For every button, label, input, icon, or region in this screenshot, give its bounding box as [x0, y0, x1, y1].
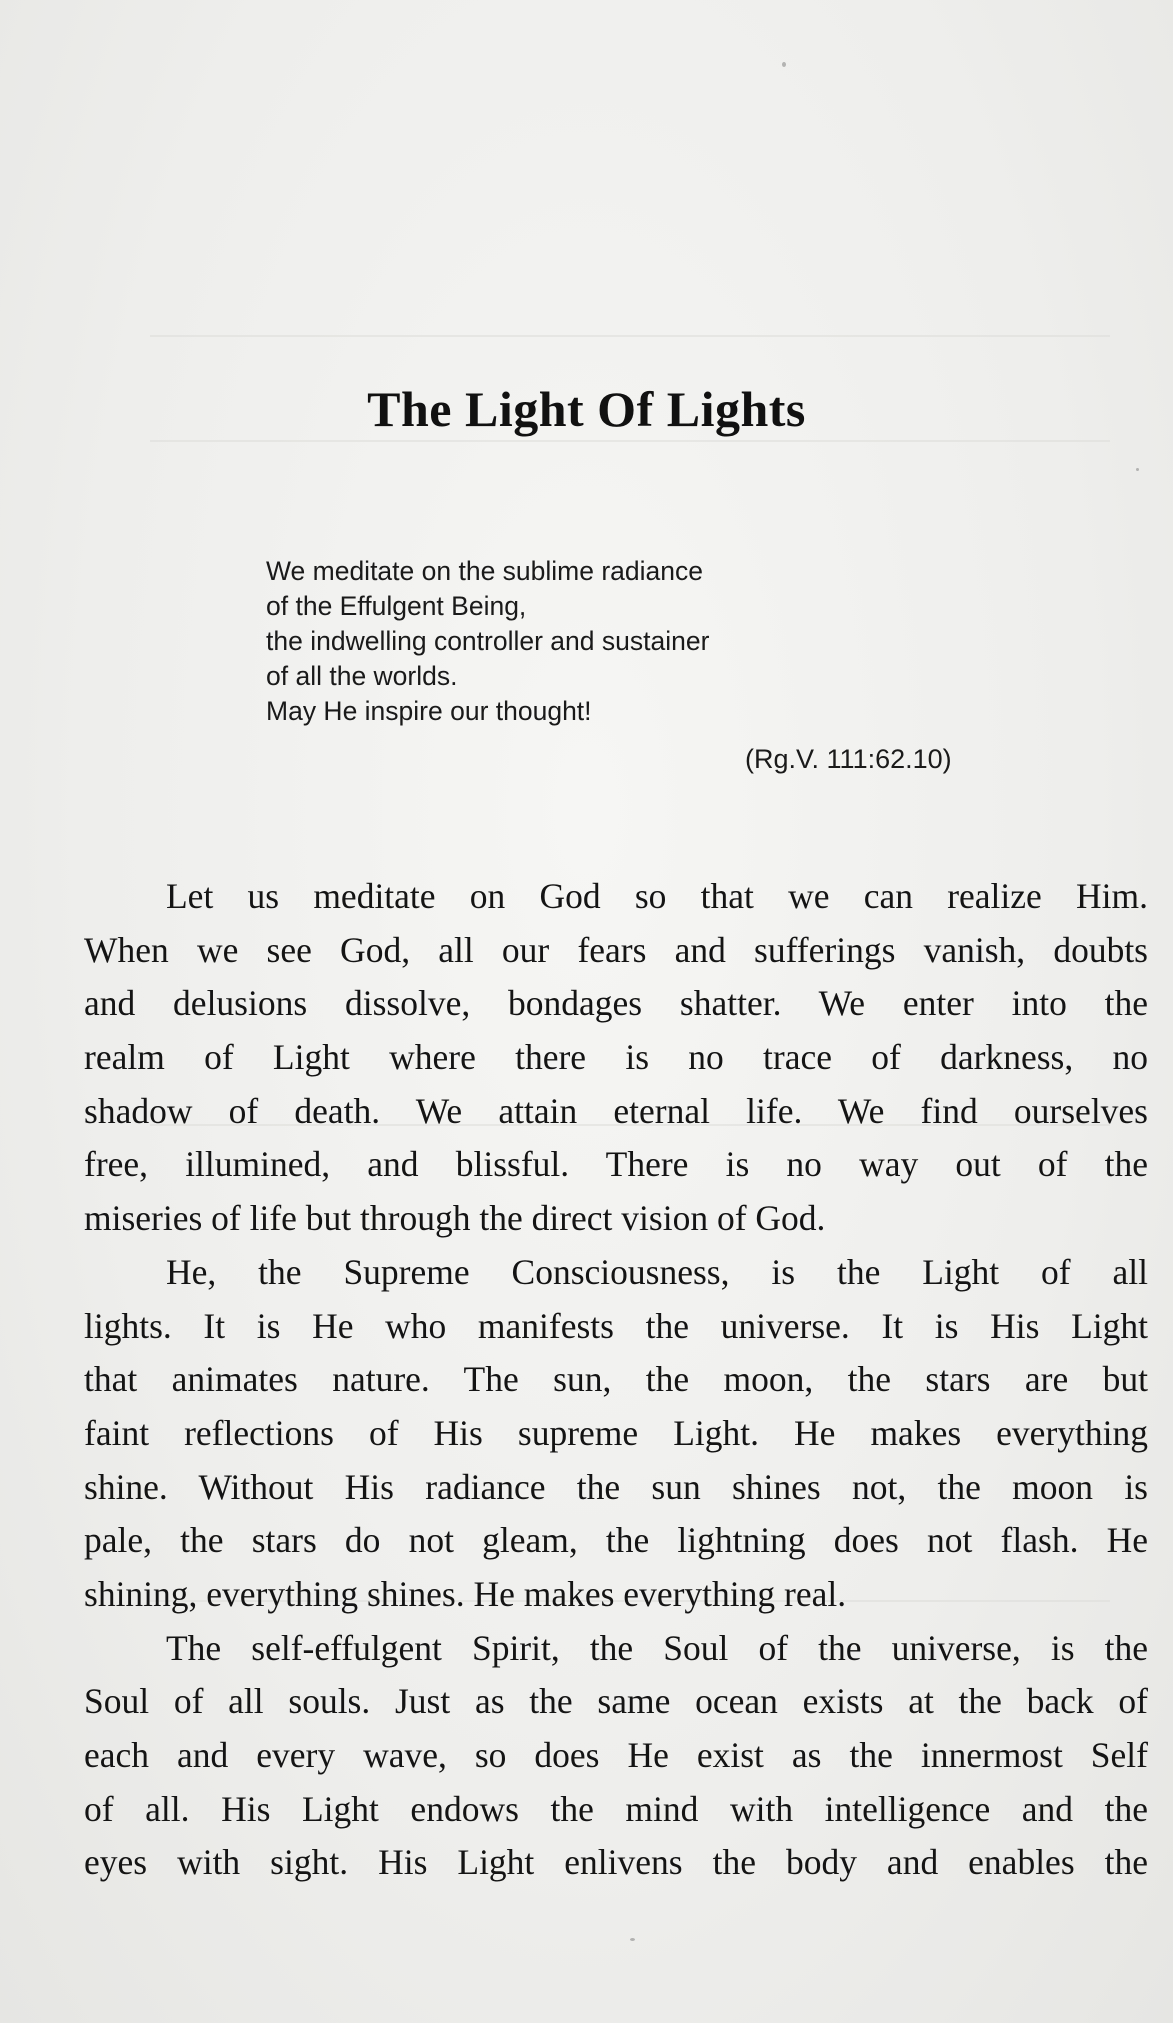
text-line: each and every wave, so does He exist as the innermost Self: [84, 1735, 1148, 1775]
verse-line: We meditate on the sublime radiance: [266, 556, 704, 586]
text-line: The self-effulgent Spirit, the Soul of the universe, is the: [166, 1627, 1148, 1668]
verse-line: May He inspire our thought!: [266, 696, 592, 726]
text-line: shadow of death. We attain eternal life. We find ourselves: [84, 1090, 1148, 1131]
verse-line: the indwelling controller and sustainer: [266, 626, 710, 656]
paragraph: [84, 1246, 1148, 1622]
verse-line: of all the worlds.: [266, 661, 458, 691]
text-line: Let us meditate on God so that we can realize Him.: [166, 876, 1148, 916]
text-line: shine. Without His radiance the sun shines not, the moon is: [84, 1466, 1148, 1507]
paper-speck: [1136, 468, 1139, 471]
verse-citation: (Rg.V. 111:62.10): [745, 744, 952, 774]
page-title: The Light Of Lights: [367, 380, 806, 437]
text-line: pale, the stars do not gleam, the lightning does not flash. He: [84, 1520, 1148, 1561]
text-line: Soul of all souls. Just as the same ocean exists at the back of: [84, 1681, 1148, 1722]
paper-speck: [630, 1938, 635, 1941]
paper-speck: [782, 62, 786, 67]
text-line: that animates nature. The sun, the moon, the stars are but: [84, 1359, 1148, 1400]
body-text: [84, 870, 1148, 1890]
text-line: of all. His Light endows the mind with intelligence and the: [84, 1788, 1148, 1829]
paragraph: [84, 1622, 1148, 1890]
text-line: He, the Supreme Consciousness, is the Light of all: [166, 1251, 1148, 1292]
text-line: miseries of life but through the direct vision of God.: [84, 1198, 826, 1239]
text-line: When we see God, all our fears and sufferings vanish, doubts: [84, 929, 1148, 970]
paragraph: [84, 870, 1148, 1246]
text-line: and delusions dissolve, bondages shatter. We enter into the: [84, 983, 1148, 1024]
show-through-rule-1: [150, 335, 1110, 337]
text-line: eyes with sight. His Light enlivens the body and enables the: [84, 1842, 1148, 1883]
show-through-heading: [360, 310, 840, 352]
text-line: shining, everything shines. He makes everything real.: [84, 1573, 847, 1614]
text-line: lights. It is He who manifests the universe. It is His Light: [84, 1305, 1148, 1346]
text-line: faint reflections of His supreme Light. He makes everything: [84, 1412, 1148, 1453]
verse-line: of the Effulgent Being,: [266, 591, 527, 621]
show-through-rule-2: [150, 440, 1110, 442]
text-line: free, illumined, and blissful. There is no way out of the: [84, 1144, 1148, 1185]
text-line: realm of Light where there is no trace of darkness, no: [84, 1037, 1148, 1078]
invocation-verse: [266, 554, 709, 729]
